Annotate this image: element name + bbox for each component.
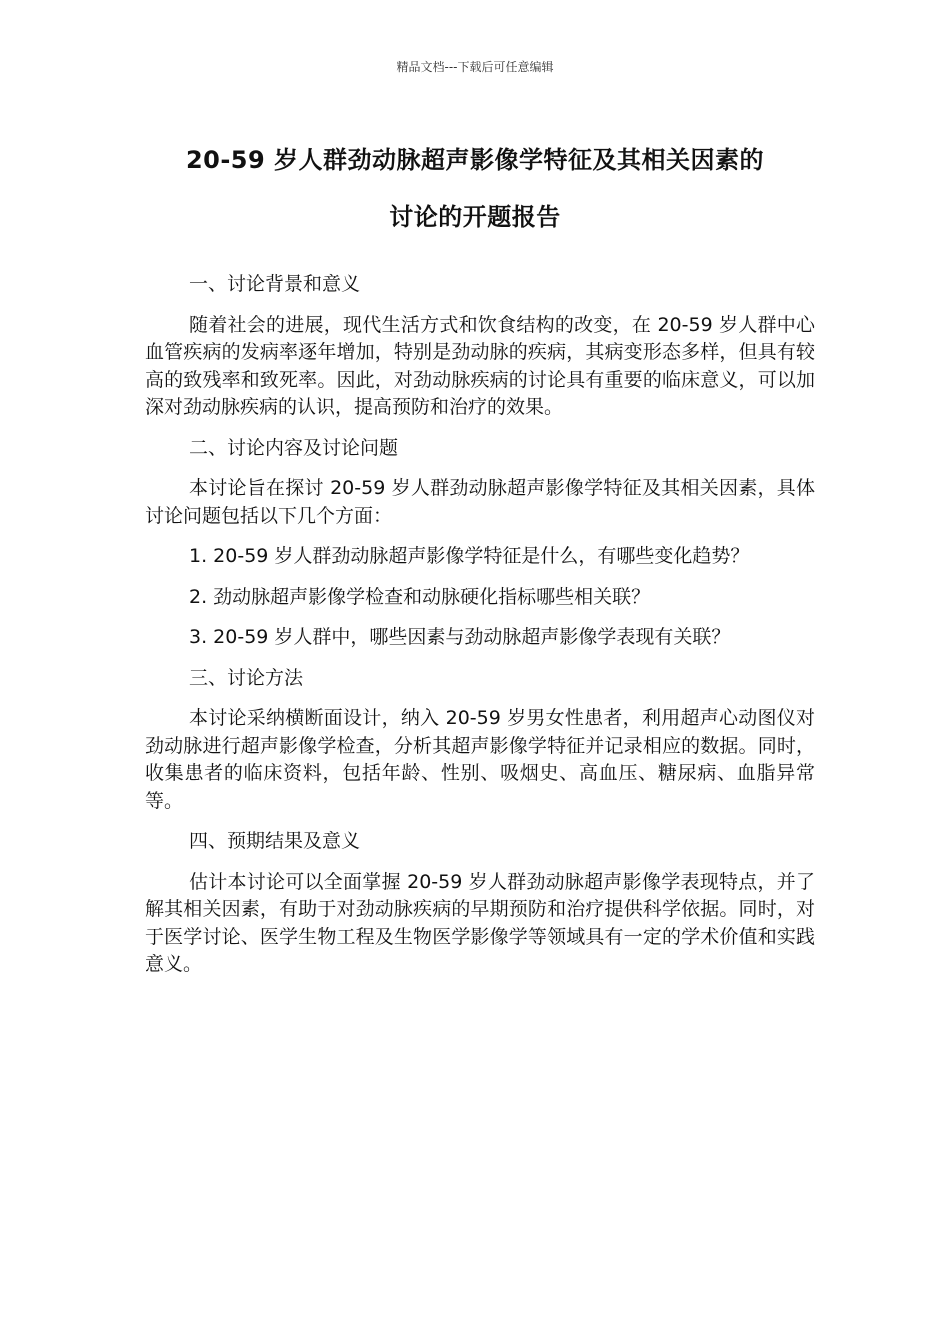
document-title-line-1: 20-59 岁人群劲动脉超声影像学特征及其相关因素的 [185,146,765,174]
document-body [145,271,815,992]
paragraph-methods: 本讨论采纳横断面设计，纳入 20-59 岁男女性患者，利用超声心动图仪对劲动脉进行超声影像学检查，分析其超声影像学特征并记录相应的数据。同时，收集患者的临床资料，包括年龄、性别、吸烟史、高血压、糖尿病、血脂异常等。 [145,707,815,812]
list-item-question-1: 1. 20-59 岁人群劲动脉超声影像学特征是什么，有哪些变化趋势？ [189,545,750,567]
header-note: 精品文档---下载后可任意编辑 [396,60,554,74]
section-heading-background: 一、讨论背景和意义 [189,273,361,295]
section-heading-content: 二、讨论内容及讨论问题 [189,436,399,459]
paragraph-expected-results: 估计本讨论可以全面掌握 20-59 岁人群劲动脉超声影像学表现特点，并了解其相关因素，有助于对劲动脉疾病的早期预防和治疗提供科学依据。同时，对于医学讨论、医学生物工程及生物医学影像学等领域具有一定的学术价值和实践意义。 [145,870,815,975]
list-item-question-2: 2. 劲动脉超声影像学检查和动脉硬化指标哪些相关联？ [189,585,651,608]
section-heading-expected-results: 四、预期结果及意义 [189,830,361,852]
list-item-question-3: 3. 20-59 岁人群中，哪些因素与劲动脉超声影像学表现有关联？ [189,626,731,648]
paragraph-background: 随着社会的进展，现代生活方式和饮食结构的改变，在 20-59 岁人群中心血管疾病的发病率逐年增加，特别是劲动脉的疾病，其病变形态多样，但具有较高的致残率和致死率。因此，对劲动脉疾病的讨论具有重要的临床意义，可以加深对劲动脉疾病的认识，提高预防和治疗的效果。 [145,313,815,418]
section-heading-methods: 三、讨论方法 [189,666,304,689]
paragraph-content-intro: 本讨论旨在探讨 20-59 岁人群劲动脉超声影像学特征及其相关因素，具体讨论问题包括以下几个方面： [145,477,815,527]
document-title-line-2: 讨论的开题报告 [389,203,561,231]
